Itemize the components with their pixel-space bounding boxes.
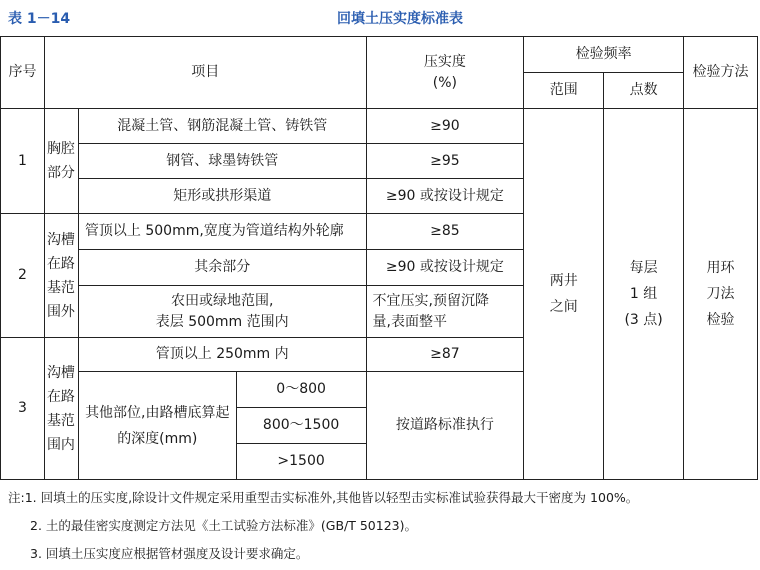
group3-seq: 3 — [1, 338, 45, 480]
group3-top-value: ≥87 — [366, 338, 524, 372]
method-line2: 刀法 — [706, 286, 735, 302]
header-method: 检验方法 — [684, 37, 758, 109]
header-compaction-unit: (%) — [432, 74, 457, 91]
group2-category: 沟槽在路基范围外 — [44, 214, 78, 338]
header-compaction-title: 压实度 — [423, 53, 466, 70]
group1-row1-item: 混凝土管、钢筋混凝土管、铸铁管 — [78, 109, 366, 144]
header-inspection-frequency: 检验频率 — [524, 37, 684, 73]
method-line1: 用环 — [706, 260, 735, 276]
note-3: 3. 回填土压实度应根据管材强度及设计要求确定。 — [30, 546, 309, 561]
group1-seq: 1 — [1, 109, 45, 214]
compaction-standard-table — [0, 36, 758, 480]
method-line3: 检验 — [706, 312, 735, 328]
group3-depth-3: >1500 — [236, 444, 366, 480]
group1-row2-item: 钢管、球墨铸铁管 — [78, 144, 366, 179]
points-line1: 每层 — [629, 260, 658, 276]
group2-row2-item: 其余部分 — [78, 250, 366, 286]
header-item: 项目 — [44, 37, 366, 109]
group3-depth-2: 800～1500 — [236, 408, 366, 444]
group1-row3-value: ≥90 或按设计规定 — [366, 179, 524, 214]
group2-row3-item-line2: 表层 500mm 范围内 — [155, 313, 289, 330]
group1-row1-value: ≥90 — [366, 109, 524, 144]
group2-row1-value: ≥85 — [366, 214, 524, 250]
group1-category: 胸腔部分 — [44, 109, 78, 214]
header-range: 范围 — [524, 73, 604, 109]
table-notes — [8, 484, 758, 568]
table-number: 表 1－14 — [8, 11, 71, 27]
range-cell — [524, 109, 604, 480]
group2-row1-item: 管顶以上 500mm,宽度为管道结构外轮廓 — [78, 214, 366, 250]
group3-depth-1: 0～800 — [236, 372, 366, 408]
header-seq: 序号 — [1, 37, 45, 109]
group3-category: 沟槽在路基范围内 — [44, 338, 78, 480]
group2-seq: 2 — [1, 214, 45, 338]
table-caption — [0, 6, 760, 28]
group1-row3-item: 矩形或拱形渠道 — [78, 179, 366, 214]
group2-row3-item-line1: 农田或绿地范围, — [170, 292, 274, 309]
group2-row2-value: ≥90 或按设计规定 — [366, 250, 524, 286]
group3-other-label: 其他部位,由路槽底算起的深度(mm) — [78, 372, 236, 480]
points-line2: 1 组 — [629, 286, 658, 302]
group2-row3-value-line2: 量,表面整平 — [372, 313, 447, 330]
group2-row3-value-line1: 不宜压实,预留沉降 — [372, 292, 489, 309]
note-1: 注:1. 回填土的压实度,除设计文件规定采用重型击实标准外,其他皆以轻型击实标准试验获得最大干密度为 100%。 — [8, 490, 639, 505]
group2-row3-item — [78, 286, 366, 338]
group2-row3-value — [366, 286, 524, 338]
table-title: 回填土压实度标准表 — [337, 11, 463, 27]
header-points: 点数 — [604, 73, 684, 109]
method-cell — [684, 109, 758, 480]
group3-depth-value: 按道路标准执行 — [366, 372, 524, 480]
note-2: 2. 土的最佳密实度测定方法见《土工试验方法标准》(GB/T 50123)。 — [30, 518, 418, 533]
header-compaction — [366, 37, 524, 109]
points-cell — [604, 109, 684, 480]
points-line3: (3 点) — [624, 312, 663, 328]
range-value: 两井之间 — [549, 273, 578, 315]
group1-row2-value: ≥95 — [366, 144, 524, 179]
group3-top-item: 管顶以上 250mm 内 — [78, 338, 366, 372]
